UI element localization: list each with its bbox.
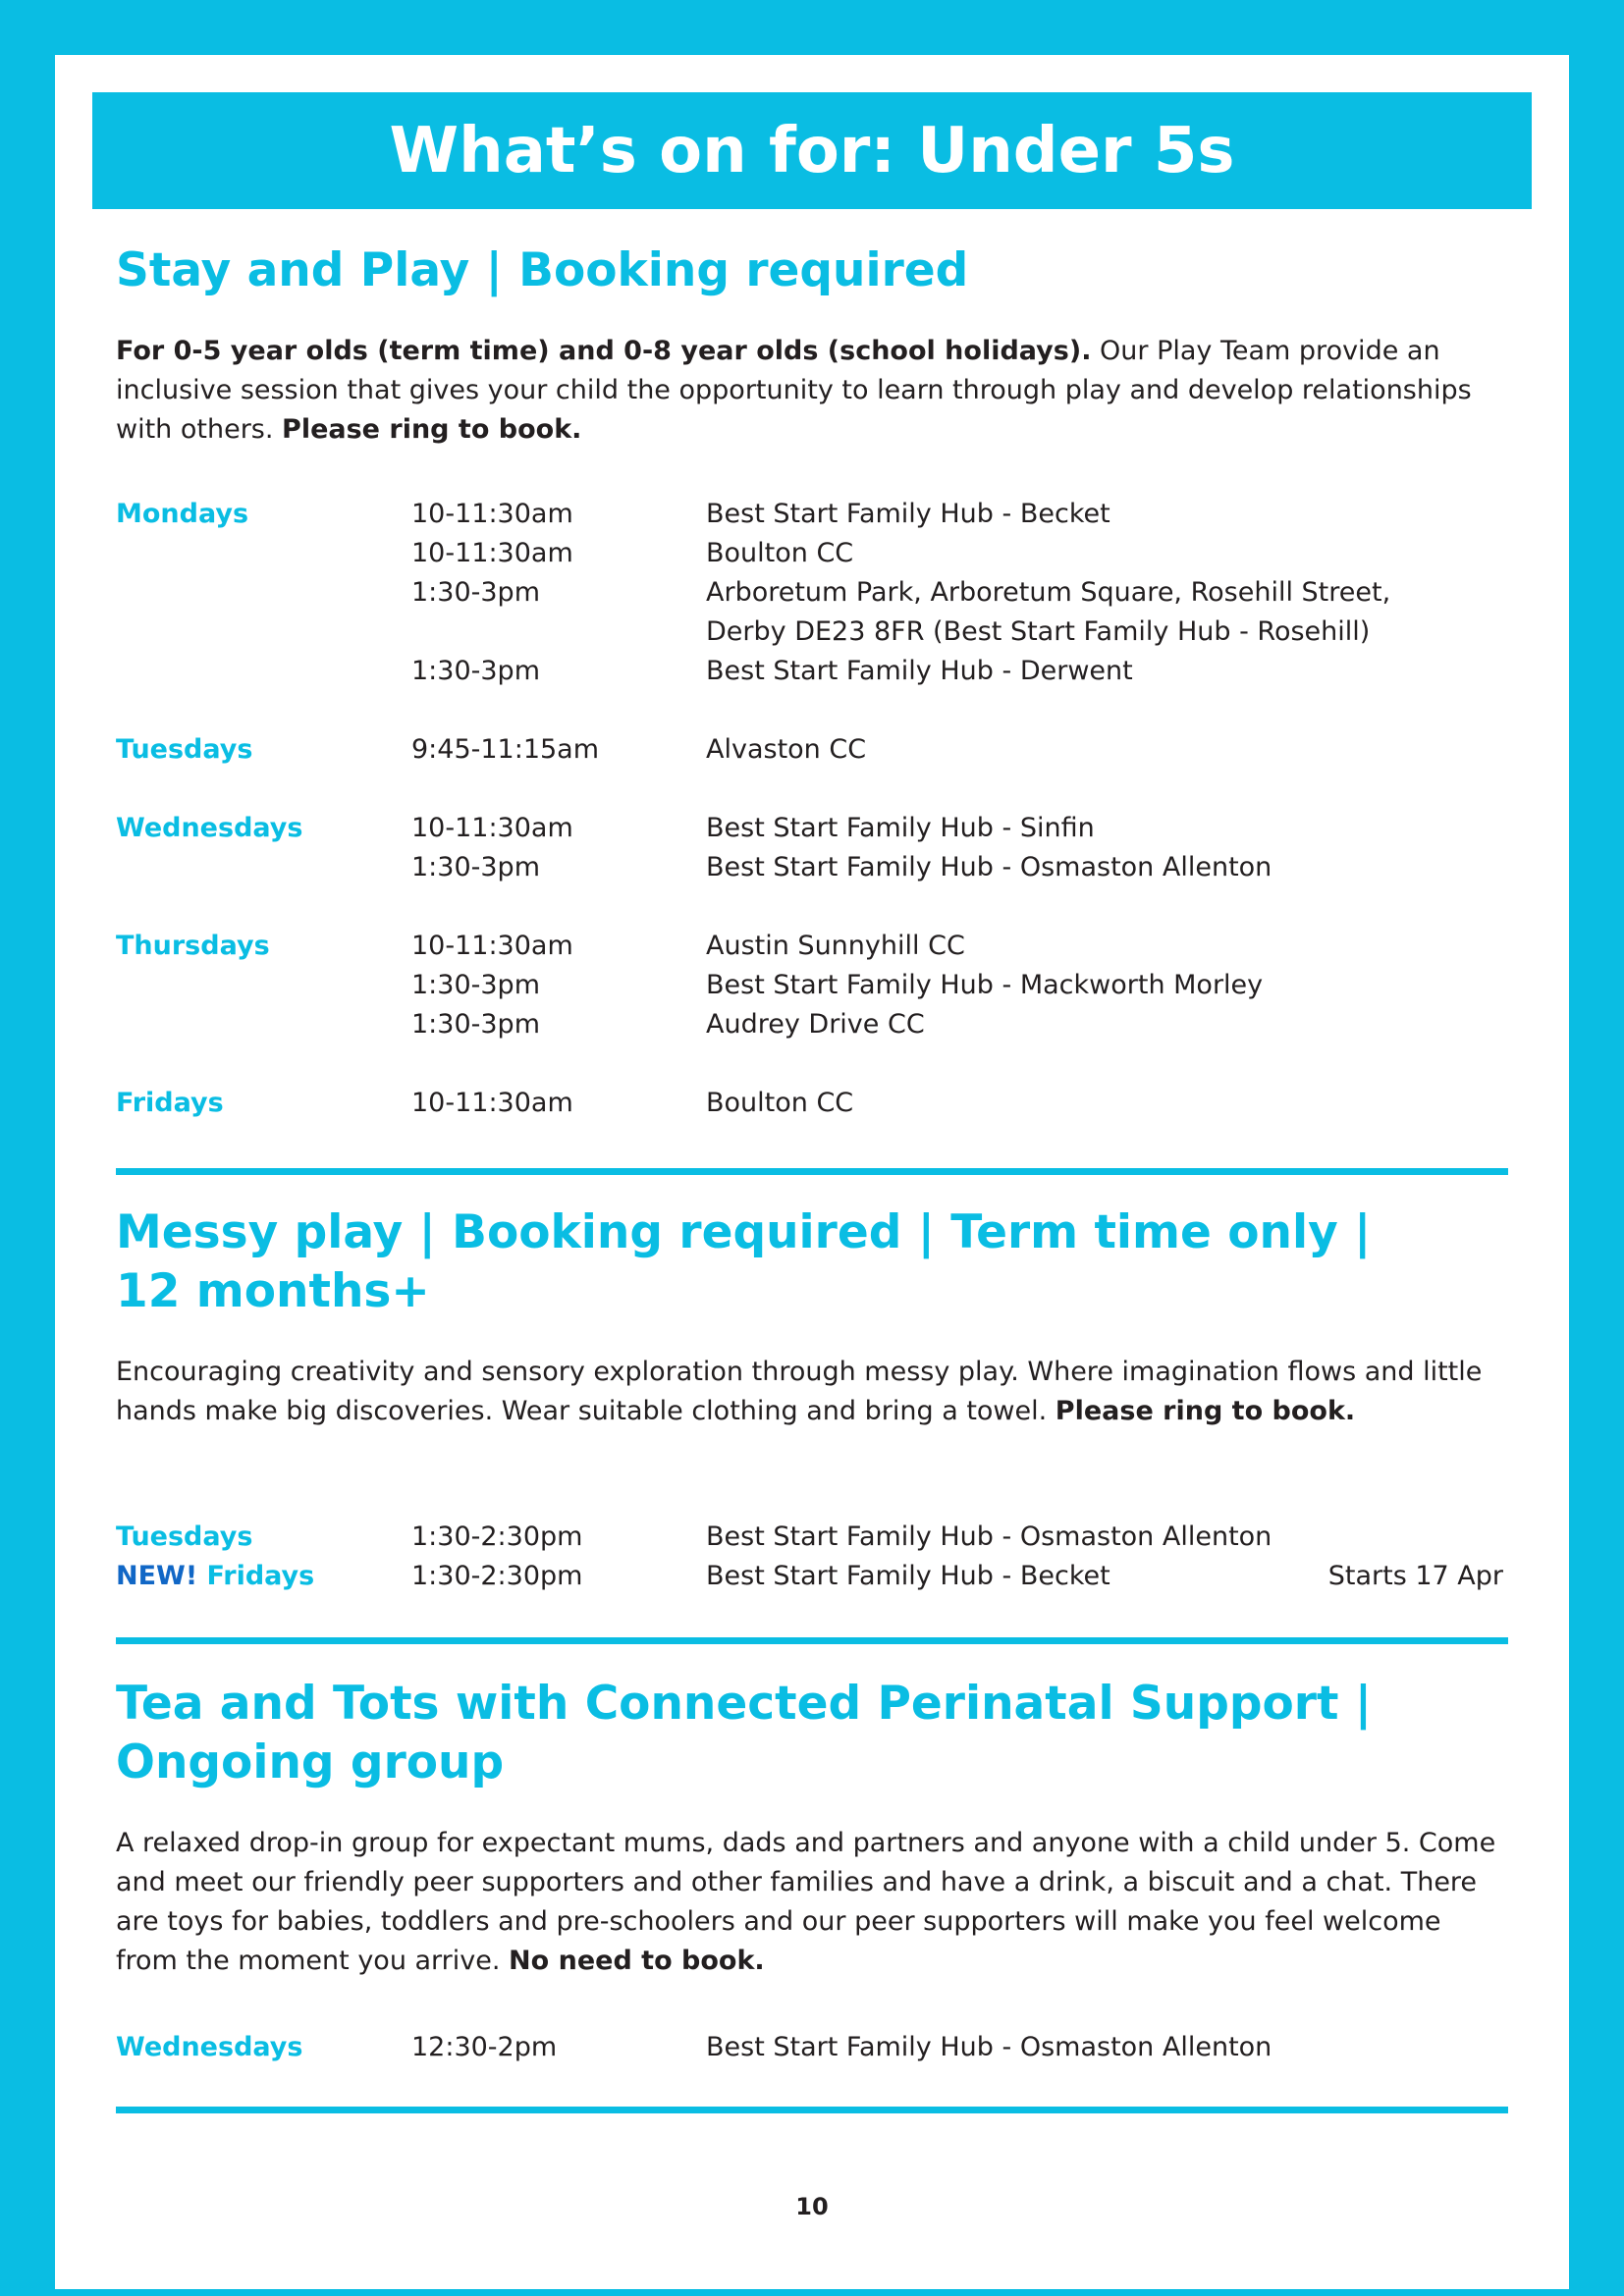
location-label: Best Start Family Hub - Becket — [706, 499, 1110, 529]
page — [55, 55, 1569, 2289]
day-label: Tuesdays — [116, 1522, 253, 1552]
section-intro — [116, 332, 1508, 450]
section-divider — [116, 2107, 1508, 2113]
time-label: 10-11:30am — [411, 499, 573, 529]
day-label: Fridays — [116, 1088, 224, 1118]
section-title-line: 12 months+ — [116, 1264, 430, 1318]
intro-text: Encouraging creativity and sensory exploration through messy play. Where imagination flows and little hands make big discoveries. Wear suitable clothing and bring a towel. — [116, 1357, 1483, 1426]
intro-bold: Please ring to book. — [282, 414, 582, 445]
start-date-note: Starts 17 Apr — [1327, 1561, 1503, 1591]
location-label: Best Start Family Hub - Mackworth Morley — [706, 970, 1264, 1000]
location-label: Best Start Family Hub - Derwent — [706, 656, 1133, 686]
day-label: Wednesdays — [116, 2032, 303, 2062]
day-label: Wednesdays — [116, 813, 303, 843]
location-label: Audrey Drive CC — [706, 1009, 925, 1040]
time-label: 10-11:30am — [411, 1088, 573, 1118]
section-title — [116, 1675, 1508, 1792]
time-label: 1:30-2:30pm — [411, 1522, 583, 1552]
section-title-line: Ongoing group — [116, 1735, 505, 1789]
location-label: Arboretum Park, Arboretum Square, Rosehill Street, — [706, 577, 1391, 608]
schedule-row — [116, 2028, 1508, 2067]
intro-bold: For 0-5 year olds (term time) and 0-8 year olds (school holidays). — [116, 336, 1092, 366]
day-label: Mondays — [116, 499, 249, 529]
section-intro — [116, 1353, 1508, 1431]
time-label: 10-11:30am — [411, 813, 573, 843]
time-label: 9:45-11:15am — [411, 734, 600, 765]
section-title: Stay and Play | Booking required — [116, 243, 969, 297]
schedule-row — [116, 1518, 1508, 1557]
section-stay-and-play — [116, 241, 1508, 450]
location-label: Boulton CC — [706, 538, 854, 568]
section-divider — [116, 1168, 1508, 1175]
time-label: 1:30-3pm — [411, 577, 540, 608]
location-label: Derby DE23 8FR (Best Start Family Hub - Rosehill) — [706, 616, 1371, 647]
intro-bold: No need to book. — [509, 1946, 765, 1976]
day-label — [116, 1557, 314, 1596]
time-label: 1:30-3pm — [411, 656, 540, 686]
section-intro — [116, 1824, 1508, 1981]
day-label: Tuesdays — [116, 734, 253, 765]
intro-text: Our Play Team provide an inclusive session that gives your child the opportunity to learn through play and develop relationships with others. — [116, 336, 1472, 445]
page-title-banner — [92, 92, 1532, 209]
time-label: 1:30-3pm — [411, 1009, 540, 1040]
day-label: Thursdays — [116, 931, 270, 961]
location-label: Alvaston CC — [706, 734, 867, 765]
page-title: What’s on for: Under 5s — [389, 114, 1235, 187]
section-divider — [116, 1637, 1508, 1644]
time-label: 1:30-3pm — [411, 852, 540, 882]
section-tea-and-tots — [116, 1675, 1508, 1981]
schedule-row — [116, 1557, 1508, 1596]
new-badge: NEW! — [116, 1561, 198, 1591]
section-title-line: Messy play | Booking required | Term time only | — [116, 1205, 1372, 1259]
section-title — [116, 1203, 1508, 1321]
location-label: Boulton CC — [706, 1088, 854, 1118]
intro-text: A relaxed drop-in group for expectant mums, dads and partners and anyone with a child under 5. Come and meet our friendly peer supporters and other families and have a drink, a biscuit and a chat. There are toys for babies, toddlers and pre-schoolers and our peer supporters will make you feel welcome from the moment you arrive. — [116, 1828, 1496, 1976]
page-number: 10 — [795, 2193, 829, 2220]
time-label: 1:30-2:30pm — [411, 1561, 583, 1591]
location-label: Best Start Family Hub - Osmaston Allenton — [706, 2032, 1272, 2062]
intro-bold: Please ring to book. — [1055, 1396, 1356, 1426]
time-label: 12:30-2pm — [411, 2032, 558, 2062]
section-messy-play — [116, 1203, 1508, 1431]
location-label: Best Start Family Hub - Becket — [706, 1561, 1110, 1591]
day-label-text: Fridays — [206, 1561, 315, 1591]
time-label: 10-11:30am — [411, 538, 573, 568]
time-label: 10-11:30am — [411, 931, 573, 961]
location-label: Austin Sunnyhill CC — [706, 931, 965, 961]
time-label: 1:30-3pm — [411, 970, 540, 1000]
section-title-line: Tea and Tots with Connected Perinatal Support | — [116, 1677, 1372, 1731]
location-label: Best Start Family Hub - Sinfin — [706, 813, 1095, 843]
location-label: Best Start Family Hub - Osmaston Allenton — [706, 852, 1272, 882]
location-label: Best Start Family Hub - Osmaston Allenton — [706, 1522, 1272, 1552]
